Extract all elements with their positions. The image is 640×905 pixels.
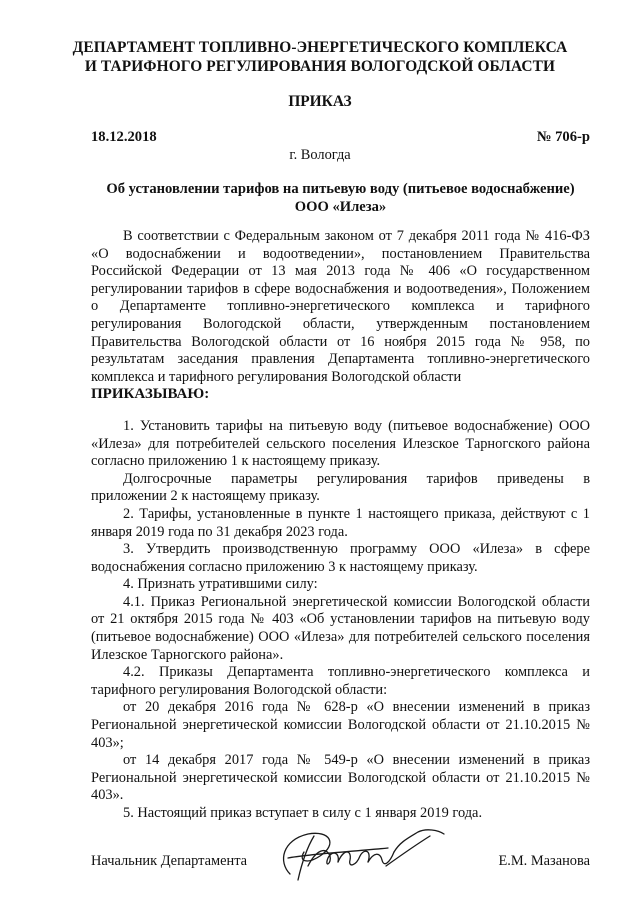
paragraph-1b: Долгосрочные параметры регулирования тарифов приведены в приложении 2 к настоящему приказу. xyxy=(91,470,590,505)
signatory-role: Начальник Департамента xyxy=(91,853,248,869)
document-type: ПРИКАЗ xyxy=(288,93,352,110)
paragraph-5: 5. Настоящий приказ вступает в силу с 1 января 2019 года. xyxy=(123,805,483,821)
paragraph-4-2: 4.2. Приказы Департамента топливно-энергетического комплекса и тарифного регулирования Вологодской области: xyxy=(91,664,590,698)
paragraph-2: 2. Тарифы, установленные в пункте 1 настоящего приказа, действуют с 1 января 2019 года по 31 декабря 2023 года. xyxy=(91,505,590,540)
paragraph-1: 1. Установить тарифы на питьевую воду (питьевое водоснабжение) ООО «Илеза» для потребителей сельского поселения Илезское Тарногского района согласно приложению 1 к настоящему приказу. xyxy=(91,417,590,470)
preamble-paragraph: В соответствии с Федеральным законом от 7 декабря 2011 года № 416-ФЗ «О водоснабжении и водоотведении», постановлением Правительства Российской Федерации от 13 мая 2013 года № 406 «О государственном регулировании тарифов в сфере водоснабжения и водоотведения», Положением о Департаменте топливно-энергетического комплекса и тарифного регулирования Вологодской области, утвержденным постановлением Правительства Вологодской области от 16 ноября 2015 года № 958, по результатам заседания правления Департамента топливно-энергетического комплекса и тарифного регулирования Вологодской области xyxy=(91,228,590,385)
paragraph-4-2-b: от 14 декабря 2017 года № 549-р «О внесении изменений в приказ Региональной энергетической комиссии Вологодской области от 21.10.2015 № 403». xyxy=(91,752,590,804)
document-city: г. Вологда xyxy=(289,147,351,163)
order-word: ПРИКАЗЫВАЮ: xyxy=(91,386,210,403)
subject-line2: ООО «Илеза» xyxy=(294,199,387,215)
paragraph-4-2-a: от 20 декабря 2016 года № 628-р «О внесении изменений в приказ Региональной энергетической комиссии Вологодской области от 21.10.2015 № 403»; xyxy=(91,699,590,751)
paragraph-4-1: 4.1. Приказ Региональной энергетической комиссии Вологодской области от 21 октября 2015 года № 403 «Об установлении тарифов на питьевую воду (питьевое водоснабжение) ООО «Илеза» для потребителей сельского поселения Илезское Тарногского района». xyxy=(91,593,590,663)
signatory-name: Е.М. Мазанова xyxy=(498,853,590,869)
org-name-line2: И ТАРИФНОГО РЕГУЛИРОВАНИЯ ВОЛОГОДСКОЙ ОБЛАСТИ xyxy=(84,58,556,75)
handwritten-signature xyxy=(268,822,448,892)
document-date: 18.12.2018 xyxy=(91,129,157,145)
paragraph-3: 3. Утвердить производственную программу ООО «Илеза» в сфере водоснабжения согласно приложению 3 к настоящему приказу. xyxy=(91,541,590,575)
document-subject xyxy=(91,180,590,216)
document-body xyxy=(91,228,590,823)
paragraph-4: 4. Признать утратившими силу: xyxy=(123,576,318,593)
org-name-line1: ДЕПАРТАМЕНТ ТОПЛИВНО-ЭНЕРГЕТИЧЕСКОГО КОМПЛЕКСА xyxy=(72,39,568,56)
document-number: № 706-р xyxy=(536,129,590,145)
subject-line1: Об установлении тарифов на питьевую воду (питьевое водоснабжение) xyxy=(106,181,575,197)
